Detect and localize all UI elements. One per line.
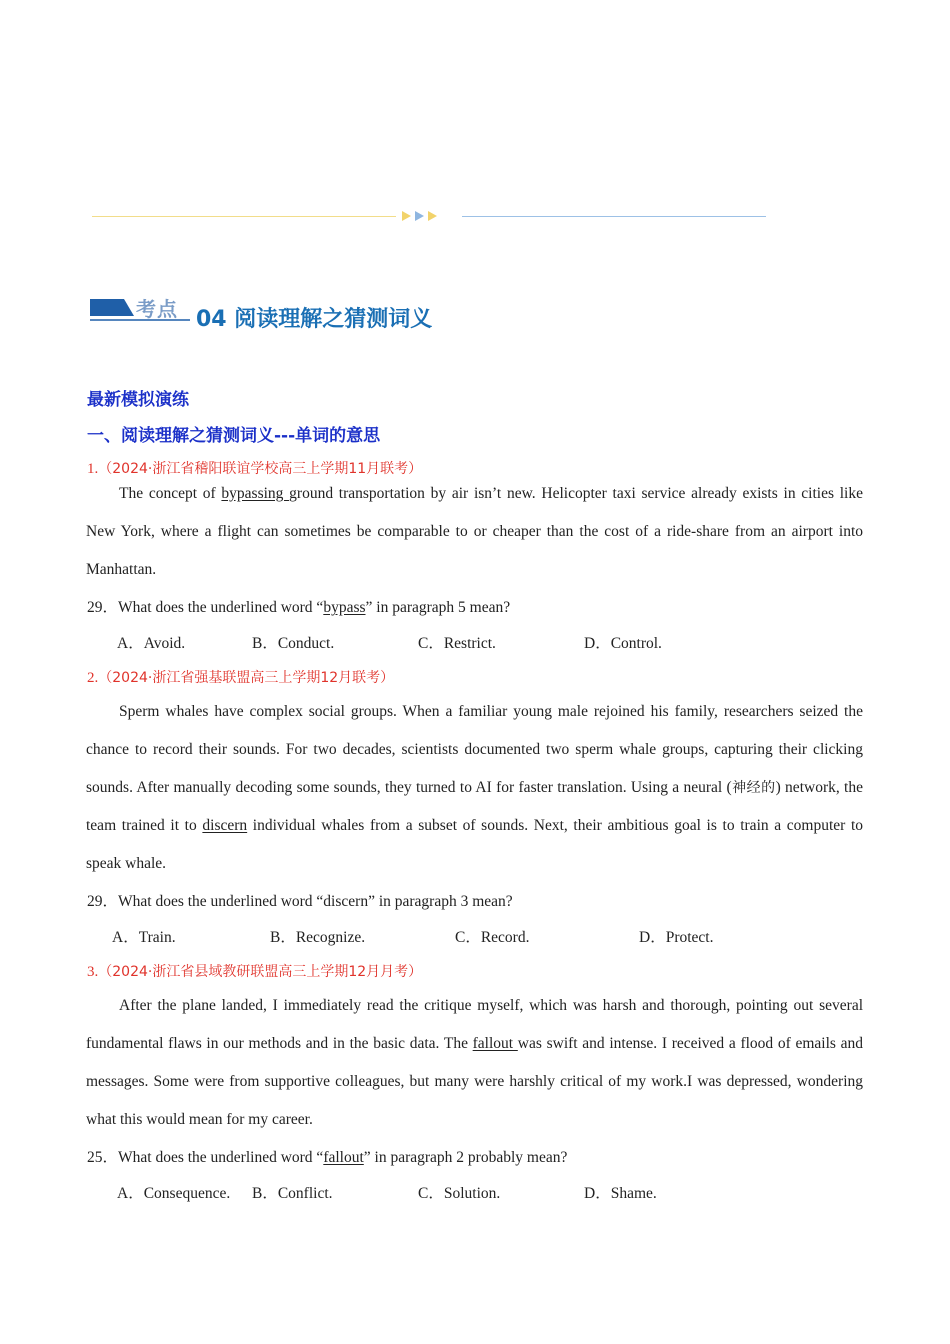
question-1-option-a: A．Avoid.: [117, 635, 186, 652]
question-2-option-d: D．Protect.: [639, 929, 714, 946]
passage-text: Sperm whales have complex social groups. When a familiar young male rejoined his family, researchers seized the chance to record their sounds. For two decades, scientists documented two sperm whale groups, capturing their clicking sounds. After manually decoding some sounds, they turned to AI for faster translation. Using a neural (: [86, 703, 863, 796]
underlined-word: fallout: [472, 1035, 518, 1052]
question-3-stem: [87, 1145, 567, 1167]
kaodian-badge-label: 考点: [136, 297, 178, 321]
stem-text: 29．What does the underlined word “: [87, 599, 324, 616]
page-title: 04 阅读理解之猜测词义: [196, 307, 433, 332]
passage-text: The concept of: [119, 485, 222, 502]
question-3-option-c: C．Solution.: [418, 1185, 501, 1202]
passage-text: After the plane landed, I immediately read the critique myself, which was harsh and thorough, pointing out several fundamental flaws in our methods and in the basic data. The: [86, 997, 863, 1052]
question-2-option-a: A．Train.: [112, 929, 176, 946]
question-3-option-b: B．Conflict.: [252, 1185, 333, 1202]
decorative-rule-left: [92, 216, 396, 217]
stem-text: ” in paragraph 5 mean?: [365, 599, 511, 616]
question-2-passage: [86, 693, 863, 883]
question-2-stem: 29．What does the underlined word “discern” in paragraph 3 mean?: [87, 893, 513, 910]
question-3-source: [87, 961, 422, 981]
question-3-option-a: A．Consequence.: [117, 1185, 231, 1202]
question-1-option-b: B．Conduct.: [252, 635, 335, 652]
question-2-source-text: （2024·浙江省强基联盟高三上学期12月联考）: [98, 670, 395, 686]
passage-text: ) network, the team trained it to: [86, 779, 863, 834]
passage-text: ground transportation by air isn’t new. Helicopter taxi service already exists in cities like New York, where a flight can sometimes be comparable to or cheaper than the cost of a ride-share from an airport into Manhattan.: [86, 485, 863, 578]
stem-underlined-word: fallout: [323, 1149, 364, 1166]
question-3-source-text: （2024·浙江省县域教研联盟高三上学期12月月考）: [98, 964, 423, 980]
question-2-option-b: B．Recognize.: [270, 929, 366, 946]
stem-underlined-word: bypass: [323, 599, 366, 616]
passage-text: individual whales from a subset of sounds. Next, their ambitious goal is to train a computer to speak whale.: [86, 817, 864, 872]
section-heading-practice: 最新模拟演练: [87, 390, 189, 410]
section-heading-topic: 一、阅读理解之猜测词义---单词的意思: [87, 426, 381, 446]
question-2-option-c: C．Record.: [455, 929, 530, 946]
passage-gloss: 神经的: [731, 780, 776, 796]
question-1-option-c: C．Restrict.: [418, 635, 496, 652]
decorative-rule-right: [462, 216, 766, 217]
triple-arrow-icon: [402, 210, 442, 222]
question-3-passage: [86, 987, 863, 1139]
question-1-stem: [87, 595, 510, 617]
question-1-number: 1.: [87, 461, 99, 477]
underlined-word: bypassing: [221, 485, 290, 502]
underlined-word: discern: [202, 817, 248, 834]
question-1-option-d: D．Control.: [584, 635, 662, 652]
question-2-number: 2.: [87, 670, 99, 686]
question-1-source-text: （2024·浙江省稽阳联谊学校高三上学期11月联考）: [98, 461, 423, 477]
question-1-passage: [86, 475, 863, 589]
stem-text: ” in paragraph 2 probably mean?: [363, 1149, 568, 1166]
stem-text: 25．What does the underlined word “: [87, 1149, 324, 1166]
passage-text: was swift and intense. I received a flood of emails and messages. Some were from supportive colleagues, but many were harshly critical of my work.I was depressed, wondering what this would mean for my career.: [86, 1035, 863, 1128]
question-3-option-d: D．Shame.: [584, 1185, 657, 1202]
question-2-source: [87, 667, 394, 687]
question-3-number: 3.: [87, 964, 99, 980]
